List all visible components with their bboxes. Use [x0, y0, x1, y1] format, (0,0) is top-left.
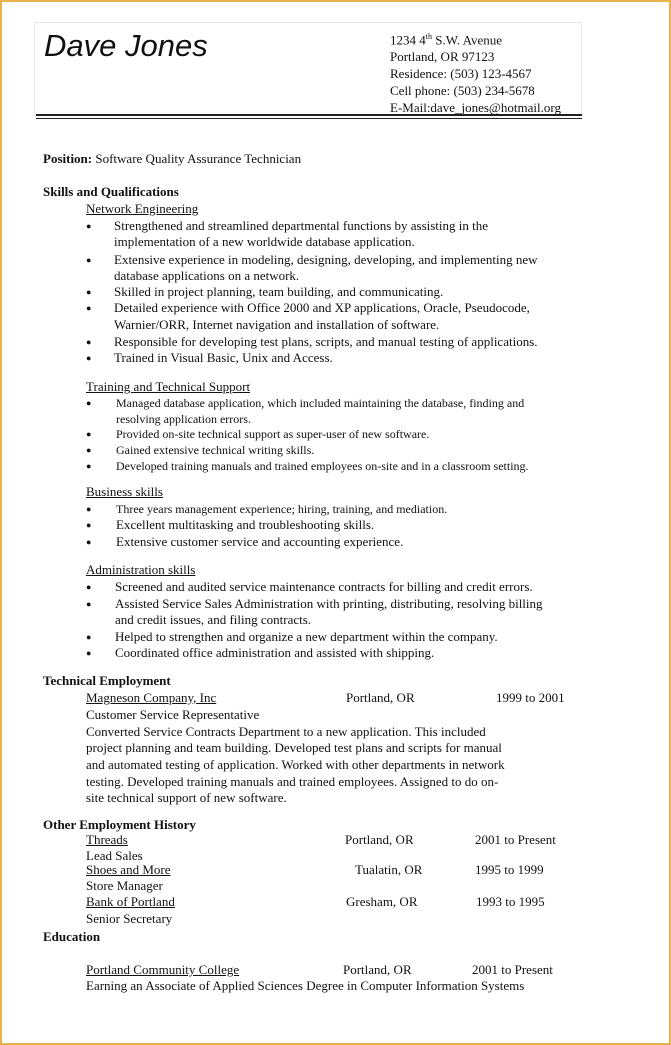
bank-title: Senior Secretary [86, 911, 173, 926]
training-item-4: Developed training manuals and trained employees on-site and in a classroom setting. [116, 459, 529, 473]
bullet: ● [86, 429, 92, 439]
bullet: ● [86, 599, 92, 609]
job-title: Customer Service Representative [86, 707, 260, 722]
training-item-2: Provided on-site technical support as super-user of new software. [116, 427, 430, 441]
threads-title: Lead Sales [86, 848, 143, 863]
network-item-2a: Extensive experience in modeling, designing, developing, and implementing new [114, 252, 538, 267]
network-heading: Network Engineering [86, 201, 199, 216]
network-item-4b: Warnier/ORR, Internet navigation and installation of software. [114, 317, 440, 332]
threads-dates: 2001 to Present [475, 832, 556, 847]
bullet: ● [86, 632, 92, 642]
network-item-5: Responsible for developing test plans, scripts, and manual testing of applications. [114, 334, 538, 349]
address-line2: Portland, OR 97123 [390, 49, 495, 65]
training-heading: Training and Technical Support [86, 379, 251, 394]
bullet: ● [86, 287, 92, 297]
network-item-1b: implementation of a new worldwide database application. [114, 234, 415, 249]
training-item-1a: Managed database application, which included maintaining the database, finding and [116, 396, 525, 410]
shoes-title: Store Manager [86, 878, 163, 893]
admin-item-2a: Assisted Service Sales Administration with printing, distributing, resolving billing [115, 596, 543, 611]
network-item-2b: database applications on a network. [114, 268, 300, 283]
admin-item-3: Helped to strengthen and organize a new department within the company. [115, 629, 498, 644]
threads-location: Portland, OR [345, 832, 414, 847]
tech-employment-heading: Technical Employment [43, 673, 171, 688]
network-item-4a: Detailed experience with Office 2000 and XP applications, Oracle, Pseudocode, [114, 300, 530, 315]
business-item-2: Excellent multitasking and troubleshooting skills. [116, 517, 375, 532]
contact-block [390, 28, 561, 116]
bullet: ● [86, 461, 92, 471]
position-value: Software Quality Assurance Technician [95, 151, 302, 166]
shoes-location: Tualatin, OR [355, 862, 423, 877]
job-desc-4: testing. Developed training manuals and trained employees. Assigned to do on- [86, 774, 499, 789]
email: E-Mail:dave_jones@hotmail.org [390, 100, 561, 116]
bullet: ● [86, 445, 92, 455]
network-item-1a: Strengthened and streamlined departmental functions by assisting in the [114, 218, 489, 233]
address-sup: th [425, 32, 432, 41]
bullet: ● [86, 537, 92, 547]
header-rule-thick [36, 114, 582, 116]
education-heading: Education [43, 929, 101, 944]
training-item-1b: resolving application errors. [116, 412, 251, 426]
bank-dates: 1993 to 1995 [476, 894, 545, 909]
business-item-1: Three years management experience; hiring, training, and mediation. [116, 502, 448, 516]
position-label: Position: [43, 151, 93, 166]
bullet: ● [86, 582, 92, 592]
job-desc-3: and automated testing of application. Worked with other departments in network [86, 757, 505, 772]
header-rule-thin [36, 118, 582, 119]
employer-shoes: Shoes and More [86, 862, 171, 877]
school-location: Portland, OR [343, 962, 412, 977]
employer-threads: Threads [86, 832, 128, 847]
school-dates: 2001 to Present [472, 962, 553, 977]
network-item-3: Skilled in project planning, team building, and communicating. [114, 284, 444, 299]
address-street: S.W. Avenue [431, 32, 503, 48]
training-item-3: Gained extensive technical writing skills. [116, 443, 315, 457]
admin-heading: Administration skills [86, 562, 196, 577]
address-line1 [390, 28, 561, 48]
school: Portland Community College [86, 962, 240, 977]
cell-phone: Cell phone: (503) 234-5678 [390, 83, 535, 99]
job-desc-2: project planning and team building. Developed test plans and scripts for manual [86, 740, 502, 755]
skills-heading: Skills and Qualifications [43, 184, 179, 199]
employer-dates: 1999 to 2001 [496, 690, 565, 705]
admin-item-4: Coordinated office administration and assisted with shipping. [115, 645, 435, 660]
bullet: ● [86, 353, 92, 363]
network-item-6: Trained in Visual Basic, Unix and Access. [114, 350, 333, 365]
degree: Earning an Associate of Applied Sciences Degree in Computer Information Systems [86, 978, 525, 993]
residence-phone: Residence: (503) 123-4567 [390, 66, 532, 82]
position-line [43, 151, 301, 167]
address-number: 1234 4 [390, 32, 426, 48]
candidate-name: Dave Jones [44, 28, 208, 63]
bullet: ● [86, 221, 92, 231]
bullet: ● [86, 520, 92, 530]
bullet: ● [86, 303, 92, 313]
job-desc-5: site technical support of new software. [86, 790, 287, 805]
other-employment-heading: Other Employment History [43, 817, 196, 832]
admin-item-2b: and credit issues, and filing contracts. [115, 612, 312, 627]
employer-location: Portland, OR [346, 690, 415, 705]
bullet: ● [86, 648, 92, 658]
bullet: ● [86, 504, 92, 514]
bank-location: Gresham, OR [346, 894, 418, 909]
shoes-dates: 1995 to 1999 [475, 862, 544, 877]
bullet: ● [86, 398, 92, 408]
job-desc-1: Converted Service Contracts Department to a new application. This included [86, 724, 486, 739]
bullet: ● [86, 255, 92, 265]
business-heading: Business skills [86, 484, 163, 499]
employer-bank: Bank of Portland [86, 894, 175, 909]
bullet: ● [86, 337, 92, 347]
employer-magneson: Magneson Company, Inc [86, 690, 217, 705]
business-item-3: Extensive customer service and accounting experience. [116, 534, 404, 549]
admin-item-1: Screened and audited service maintenance contracts for billing and credit errors. [115, 579, 533, 594]
